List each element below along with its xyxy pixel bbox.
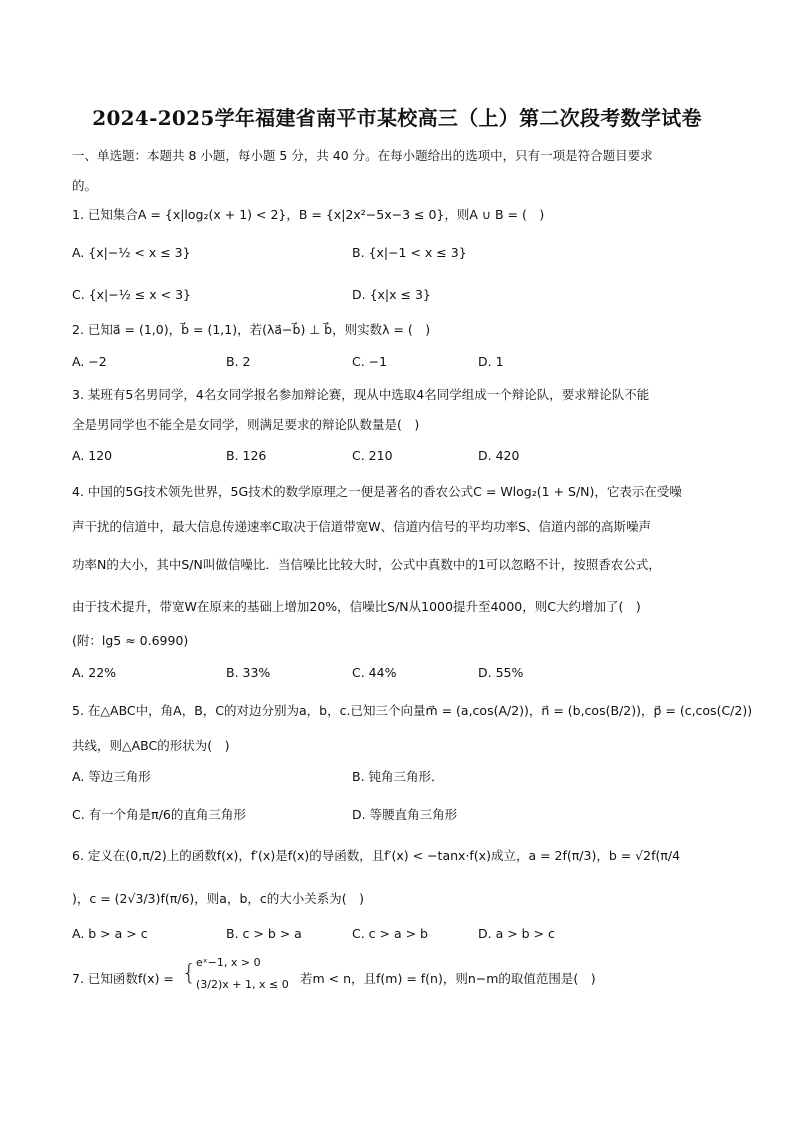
section-header-line2: 的。	[72, 178, 98, 193]
q5-option-c: C. 有一个角是π/6的直角三角形	[72, 807, 246, 822]
q4-option-a: A. 22%	[72, 665, 117, 680]
q2-stem: 2. 已知a⃗ = (1,0)，b⃗ = (1,1)，若(λa⃗−b⃗) ⊥ b⃗，则实数λ = ( )	[72, 322, 431, 337]
q4-option-b: B. 33%	[226, 665, 271, 680]
q1-option-c: C. {x|−½ ≤ x < 3}	[72, 287, 191, 302]
q6-option-c: C. c > a > b	[352, 926, 428, 941]
q4-option-c: C. 44%	[352, 665, 397, 680]
q2-option-a: A. −2	[72, 354, 107, 369]
q4-stem-line4: 由于技术提升，带宽W在原来的基础上增加20%，信噪比S/N从1000提升至4000，则C大约增加了( )	[72, 599, 641, 614]
page-title: 2024-2025学年福建省南平市某校高三（上）第二次段考数学试卷	[92, 106, 702, 130]
q3-stem-line2: 全是男同学也不能全是女同学，则满足要求的辩论队数量是( )	[72, 417, 420, 432]
q7-brace: {	[182, 961, 196, 986]
q6-option-d: D. a > b > c	[478, 926, 555, 941]
q1-option-d: D. {x|x ≤ 3}	[352, 287, 431, 302]
q4-stem-line1: 4. 中国的5G技术领先世界，5G技术的数学原理之一便是著名的香农公式C = Wlog₂(1 + S/N)，它表示在受噪	[72, 484, 682, 499]
q5-option-b: B. 钝角三角形．	[352, 769, 444, 784]
q3-option-b: B. 126	[226, 448, 267, 463]
q5-stem-line2: 共线，则△ABC的形状为( )	[72, 738, 230, 753]
q6-option-b: B. c > b > a	[226, 926, 302, 941]
q7-case-1: eˣ−1, x > 0	[196, 956, 261, 969]
q2-option-b: B. 2	[226, 354, 251, 369]
q6-option-a: A. b > a > c	[72, 926, 148, 941]
q4-stem-line2: 声干扰的信道中，最大信息传递速率C取决于信道带宽W、信道内信号的平均功率S、信道内部的高斯噪声	[72, 519, 652, 534]
q5-stem-line1: 5. 在△ABC中，角A，B，C的对边分别为a，b，c.已知三个向量m⃗ = (a,cos(A/2))，n⃗ = (b,cos(B/2))，p⃗ = (c,cos(C/2))	[72, 703, 753, 718]
q3-option-c: C. 210	[352, 448, 393, 463]
q7-case-2: (3/2)x + 1, x ≤ 0	[196, 978, 289, 991]
q6-stem-line1: 6. 定义在(0,π/2)上的函数f(x)，f′(x)是f(x)的导函数，且f′(x) < −tanx·f(x)成立，a = 2f(π/3)，b = √2f(π/4	[72, 848, 681, 863]
q1-option-a: A. {x|−½ < x ≤ 3}	[72, 245, 191, 260]
q4-option-d: D. 55%	[478, 665, 524, 680]
q6-stem-line2: )，c = (2√3/3)f(π/6)，则a，b，c的大小关系为( )	[72, 891, 365, 906]
q5-option-d: D. 等腰直角三角形	[352, 807, 458, 822]
q3-option-a: A. 120	[72, 448, 113, 463]
q4-stem-line3: 功率N的大小，其中S/N叫做信噪比．当信噪比比较大时，公式中真数中的1可以忽略不计，按照香农公式，	[72, 557, 661, 572]
q5-option-a: A. 等边三角形	[72, 769, 151, 784]
q4-note: (附：lg5 ≈ 0.6990)	[72, 633, 189, 648]
q3-stem-line1: 3. 某班有5名男同学，4名女同学报名参加辩论赛，现从中选取4名同学组成一个辩论队，要求辩论队不能	[72, 387, 650, 402]
q2-option-d: D. 1	[478, 354, 504, 369]
q1-option-b: B. {x|−1 < x ≤ 3}	[352, 245, 467, 260]
q3-option-d: D. 420	[478, 448, 520, 463]
q7-stem-prefix: 7. 已知函数f(x) =	[72, 971, 174, 986]
section-header-line1: 一、单选题：本题共 8 小题，每小题 5 分，共 40 分。在每小题给出的选项中，只有一项是符合题目要求	[72, 148, 653, 163]
q1-stem: 1. 已知集合A = {x|log₂(x + 1) < 2}，B = {x|2x²−5x−3 ≤ 0}，则A ∪ B = ( )	[72, 207, 545, 222]
q2-option-c: C. −1	[352, 354, 388, 369]
q7-stem-suffix: 若m < n，且f(m) = f(n)，则n−m的取值范围是( )	[300, 971, 596, 986]
